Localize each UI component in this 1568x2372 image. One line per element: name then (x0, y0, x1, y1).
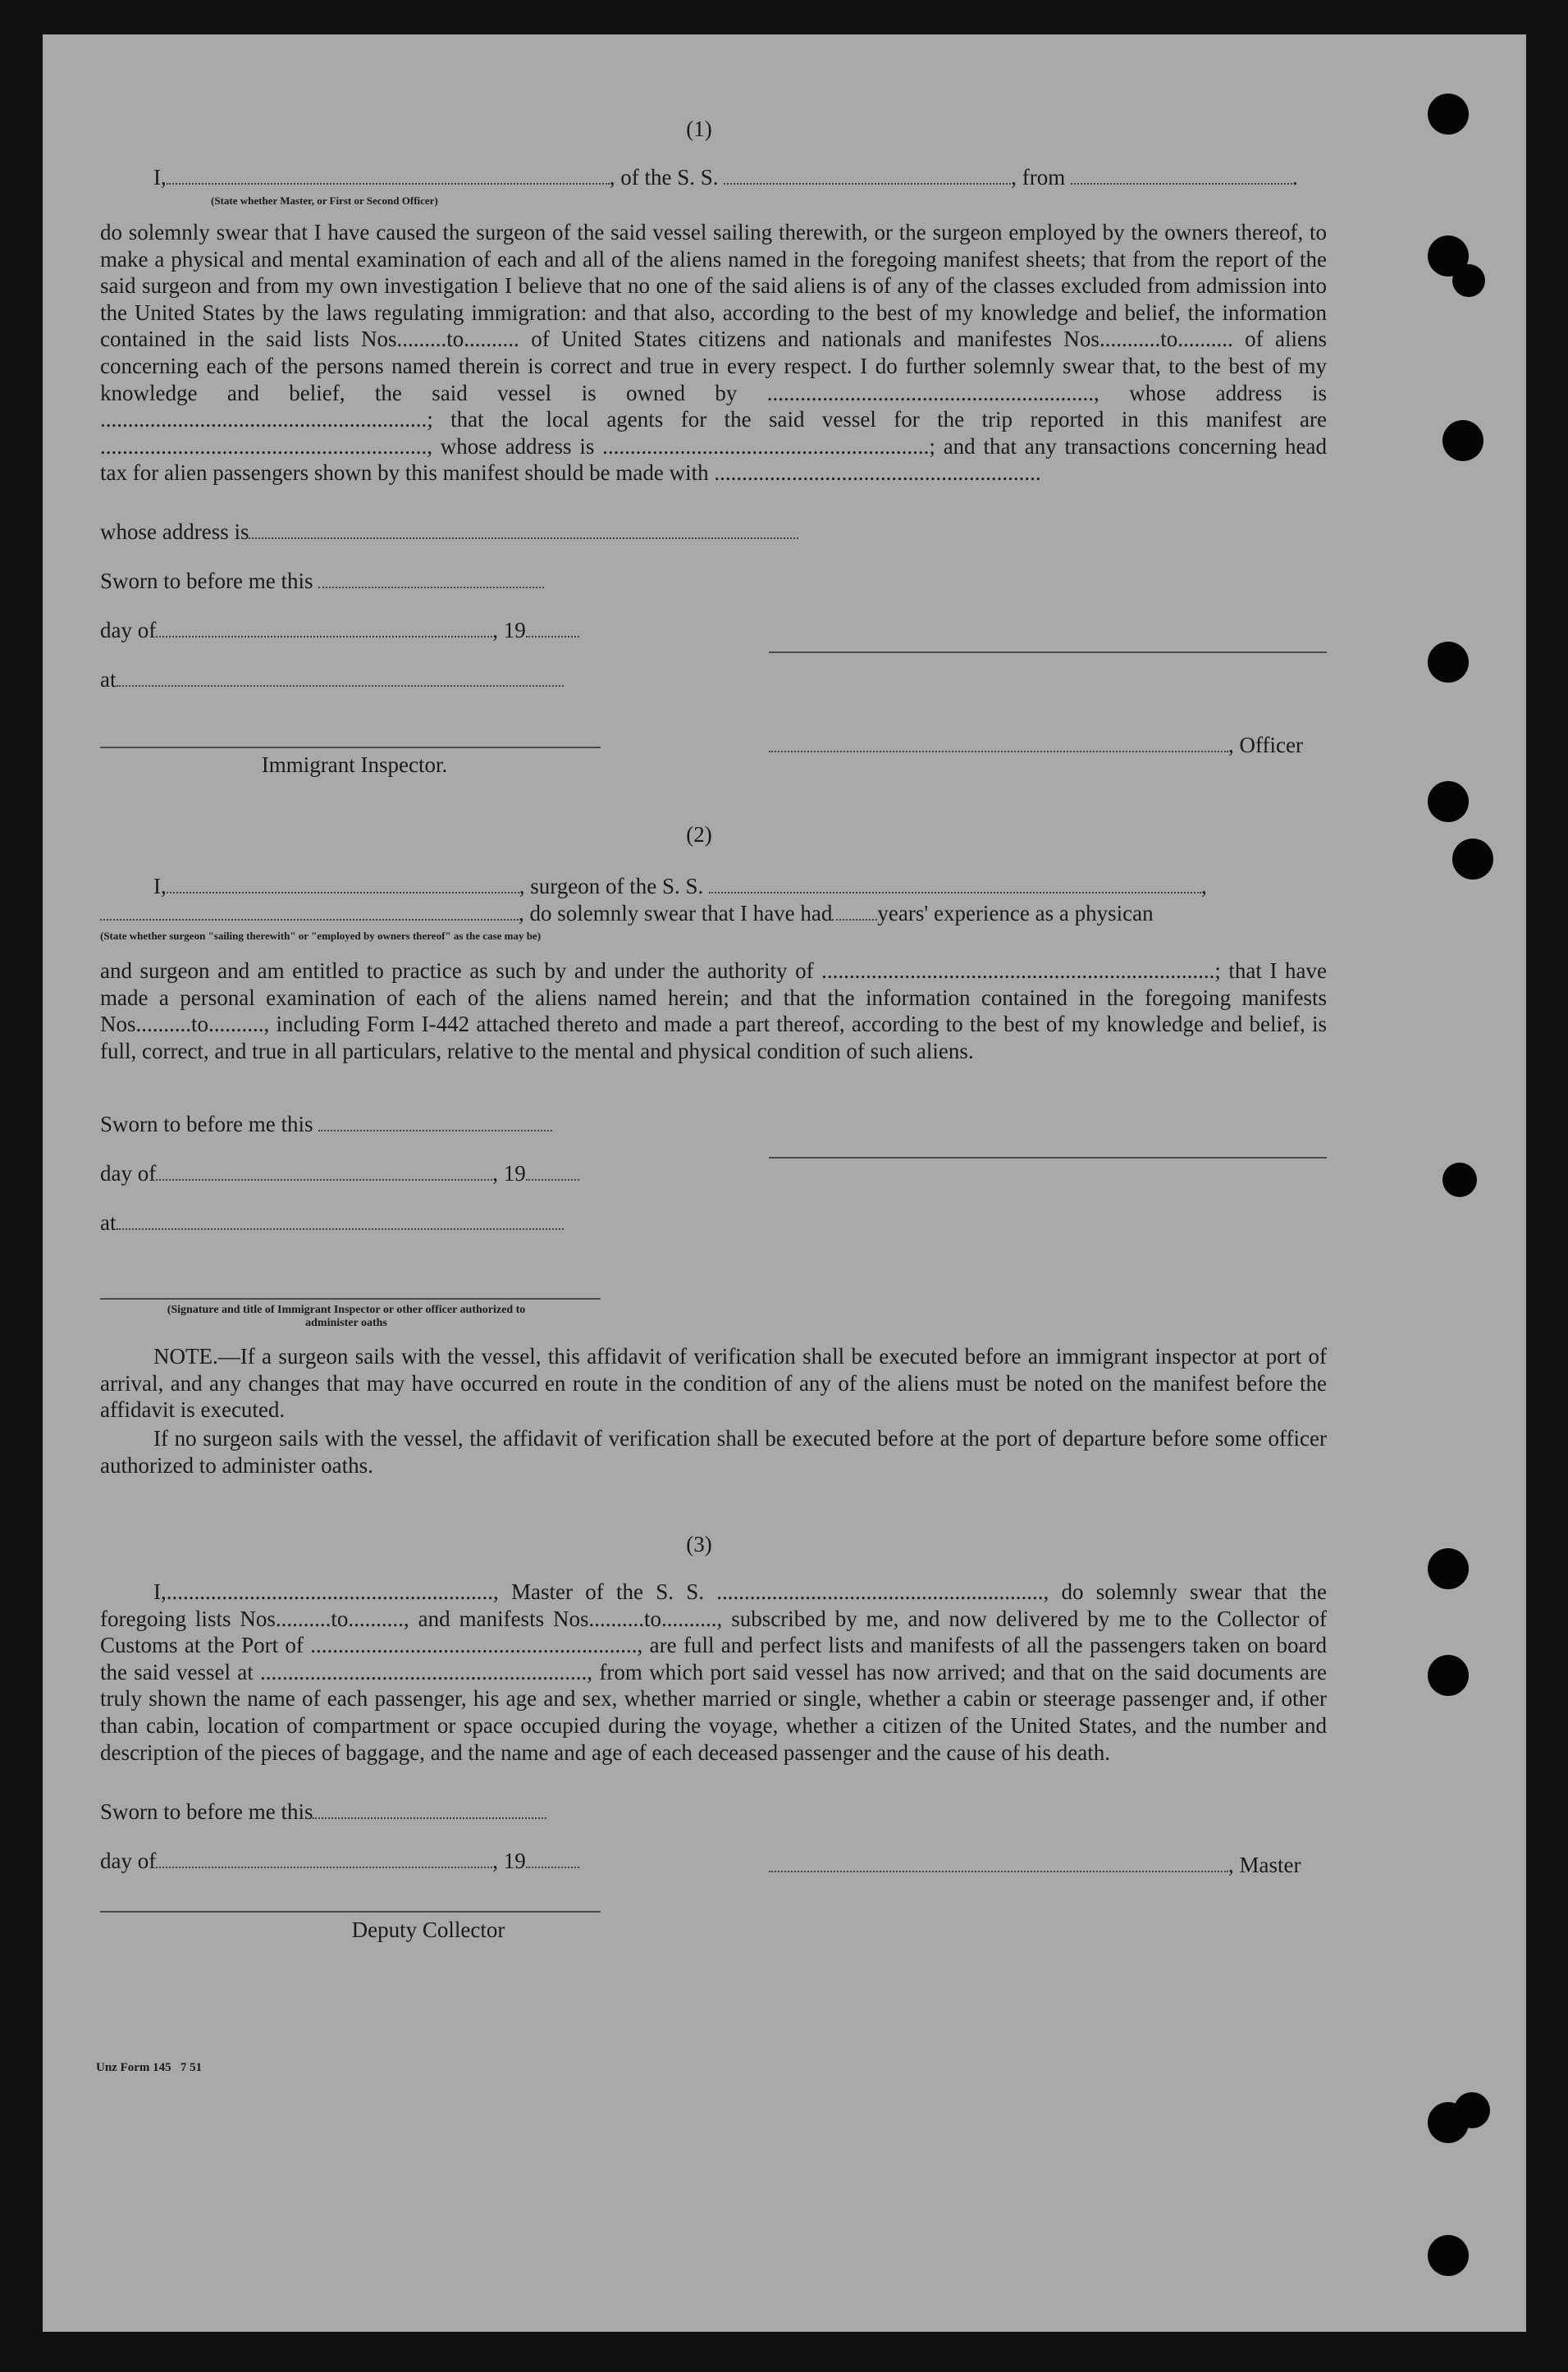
section2-day-of-label: day of (100, 1161, 157, 1186)
section2-i-label: I, (153, 874, 167, 898)
section1-line1 (153, 164, 1298, 190)
section1-paragraph: do solemnly swear that I have caused the surgeon of the said vessel sailing therewith, or the surgeon employed by the owners thereof, to make a physical and mental examination of each and all of the aliens named in the foregoing manifest sheets; that from the report of the said surgeon and from my own investigation I believe that no one of the said aliens is of any of the classes excluded from admission into the United States by the laws regulating immigration: and that also, according to the best of my knowledge and belief, the information contained in the said lists Nos.........to.......... of United States citizens and nationals and manifestes Nos...........to.......... of aliens concerning each of the persons named therein is correct and true in every respect. I do further solemnly swear that, to the best of my knowledge and belief, the said vessel is owned by ..........................................................., whose address is ...........................................................; that the local agents for the said vessel for the trip reported in this manifest are ..........................................................., whose address is ...........................................................; and that any transactions concerning head tax for alien passengers shown by this manifest should be made with ........................................................... (100, 220, 1327, 486)
punch-hole (1442, 1163, 1477, 1197)
punch-hole (1428, 781, 1469, 822)
section2-end-comma: , (1201, 874, 1207, 898)
section2-line1 (153, 873, 1207, 899)
section1-ship-label: , of the S. S. (609, 165, 719, 190)
section2-year-field[interactable] (526, 1161, 579, 1181)
years-field[interactable] (832, 901, 877, 921)
section2-number: (2) (686, 822, 712, 847)
head-tax-address-field[interactable] (249, 519, 798, 539)
section1-inspector-signature[interactable] (100, 747, 601, 748)
deputy-collector-label: Deputy Collector (351, 1917, 505, 1942)
section3-sworn-day-field[interactable] (313, 1799, 546, 1819)
section2-19-label: , 19 (492, 1161, 526, 1186)
section1-number: (1) (686, 117, 712, 141)
section2-ship-field[interactable] (709, 874, 1201, 893)
section2-inspector-signature[interactable] (100, 1298, 601, 1300)
section2-caption: (State whether surgeon "sailing therewith" or "employed by owners thereof" as the case may be) (100, 930, 542, 942)
section2-sworn-day-field[interactable] (318, 1112, 552, 1131)
surgeon-name-field[interactable] (167, 874, 519, 893)
section1-day-of-label: day of (100, 618, 157, 642)
section2-at-label: at (100, 1210, 117, 1235)
section1-19-label: , 19 (492, 618, 526, 642)
punch-hole (1454, 2092, 1490, 2128)
section1-at-line (100, 666, 564, 692)
form-number: Unz Form 145 7 51 (96, 2061, 203, 2074)
section2-years-label: years' experience as a physican (877, 901, 1154, 925)
officer-name-field[interactable] (167, 165, 610, 185)
manifest-affidavit-page (43, 34, 1526, 2332)
punch-hole (1442, 420, 1483, 461)
section3-number: (3) (686, 1532, 712, 1556)
section2-paragraph: and surgeon and am entitled to practice as such by and under the authority of .......................................................................; that I have made a personal examination of each of the aliens named herein; and that the information contained in the foregoing manifests Nos..........to.........., including Form I-442 attached thereto and made a part thereof, according to the best of my knowledge and belief, is full, correct, and true in all particulars, relative to the mental and physical condition of such aliens. (100, 958, 1327, 1063)
section2-signature-caption: (Signature and title of Immigrant Inspector or other officer authorized to administer oaths (167, 1304, 526, 1329)
section1-from-label: , from (1011, 165, 1066, 190)
section1-whose-address (100, 519, 798, 545)
section3-year-field[interactable] (526, 1849, 579, 1868)
section3-paragraph: I,..........................................................., Master of the S. S. ..........................................................., do solemnly swear that the foregoing lists Nos..........to.........., and manifests Nos..........to.........., subscribed by me, and now delivered by me to the Collector of Customs at the Port of ..........................................................., are full and perfect lists and manifests of all the passengers taken on board the said vessel at ..........................................................., from which port said vessel has now arrived; and that on the said documents are truly shown the name of each passenger, his age and sex, whether married or single, whether a cabin or steerage passenger and, if other than cabin, location of compartment or space occupied during the voyage, whether a citizen of the United States, and the number and description of the pieces of baggage, and the name and age of each deceased passenger and the cause of his death. (100, 1579, 1327, 1765)
section1-month-field[interactable] (156, 618, 492, 638)
section2-at-line (100, 1209, 564, 1236)
section1-sworn-line (100, 568, 544, 594)
section1-sworn-label: Sworn to before me this (100, 569, 313, 593)
section3-sworn-line (100, 1798, 546, 1825)
section2-sworn-label: Sworn to before me this (100, 1112, 313, 1136)
section1-officer-field[interactable] (769, 733, 1228, 752)
ship-name-field[interactable] (724, 165, 1011, 185)
section2-surgeon-label: , surgeon of the S. S. (519, 874, 704, 898)
section1-sworn-day-field[interactable] (318, 569, 544, 588)
section1-at-field[interactable] (117, 667, 564, 687)
section2-month-field[interactable] (156, 1161, 492, 1181)
whose-address-label: whose address is (100, 519, 249, 544)
section3-day-of-label: day of (100, 1849, 157, 1873)
from-port-field[interactable] (1071, 165, 1292, 185)
section3-19-label: , 19 (492, 1849, 526, 1873)
section2-sworn-line (100, 1111, 552, 1137)
punch-hole (1428, 1548, 1469, 1589)
section2-at-field[interactable] (117, 1210, 564, 1230)
note-paragraph: NOTE.—If a surgeon sails with the vessel, this affidavit of verification shall be executed before an immigrant inspector at port of arrival, and any changes that may have occurred en route in the condition of any of the aliens must be noted on the manifest before the affidavit is executed. (100, 1344, 1327, 1423)
section2-swear-label: , do solemnly swear that I have had (519, 901, 833, 925)
section3-master-line (769, 1852, 1301, 1878)
section2-day-line (100, 1160, 579, 1186)
punch-hole (1428, 642, 1469, 683)
section1-end-period: . (1292, 165, 1298, 190)
master-signature-field[interactable] (769, 1853, 1228, 1872)
section1-day-line (100, 617, 579, 643)
section1-officer-line (769, 732, 1303, 758)
section3-day-line (100, 1848, 579, 1874)
section1-year-field[interactable] (526, 618, 579, 638)
immigrant-inspector-label: Immigrant Inspector. (261, 752, 448, 777)
deputy-collector-signature[interactable] (100, 1911, 601, 1913)
section1-officer-signature-top[interactable] (769, 651, 1327, 653)
punch-hole (1428, 2235, 1469, 2276)
note-no-surgeon-paragraph: If no surgeon sails with the vessel, the affidavit of verification shall be executed before at the port of departure before some officer authorized to administer oaths. (100, 1426, 1327, 1478)
officer-label: , Officer (1228, 733, 1303, 757)
section3-sworn-label: Sworn to before me this (100, 1799, 313, 1824)
punch-hole (1428, 94, 1469, 135)
section1-at-label: at (100, 667, 117, 692)
punch-hole (1452, 839, 1493, 880)
section2-surgeon-signature[interactable] (769, 1157, 1327, 1159)
surgeon-status-field[interactable] (100, 901, 519, 921)
punch-hole (1452, 264, 1485, 297)
section3-month-field[interactable] (156, 1849, 492, 1868)
punch-hole (1428, 1655, 1469, 1696)
section1-i-label: I, (153, 165, 167, 190)
section1-caption: (State whether Master, or First or Second Officer) (211, 194, 438, 207)
master-label: , Master (1228, 1853, 1301, 1877)
section2-line2 (100, 900, 1154, 926)
